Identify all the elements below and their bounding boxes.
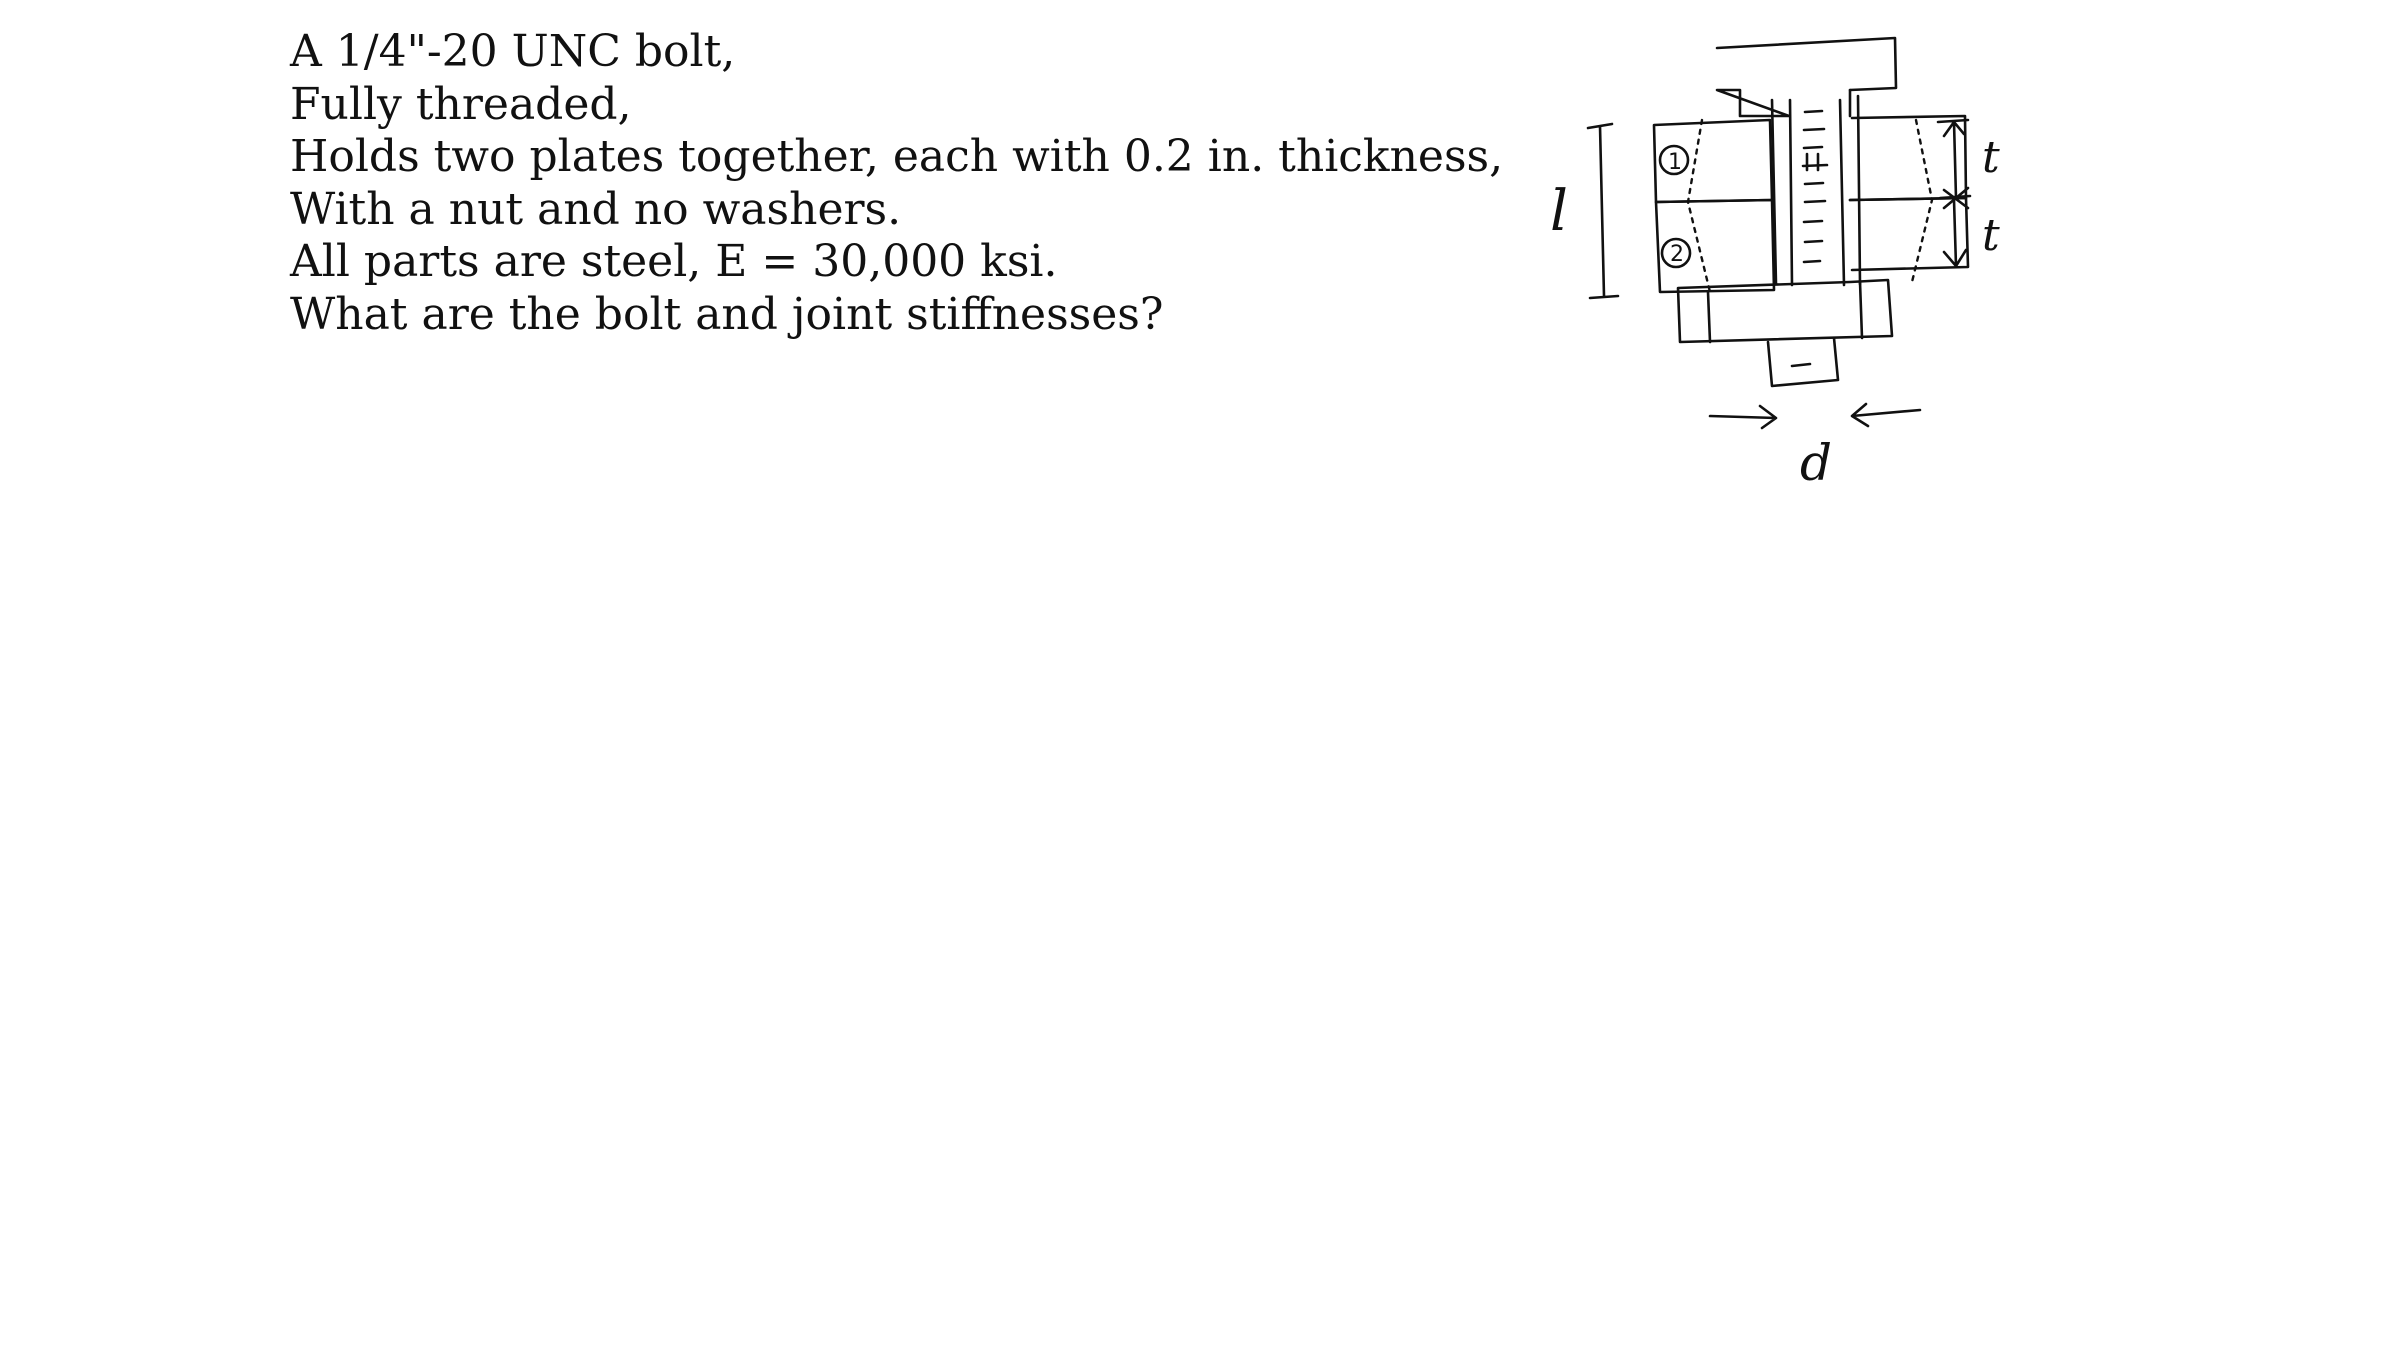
bolted-joint-diagram <box>1500 20 2020 490</box>
pressure-cone-left <box>1688 120 1710 292</box>
bolted-joint-sketch <box>1500 20 2020 490</box>
thickness-label-bottom: t <box>1982 210 2000 261</box>
thickness-dimension-top <box>1938 120 1968 198</box>
thickness-label-top: t <box>1982 132 2000 183</box>
grip-length-bracket <box>1588 124 1618 298</box>
bolt-tail <box>1768 338 1838 386</box>
plate-1-label: 1 <box>1668 150 1682 175</box>
bolt-head <box>1717 38 1896 116</box>
problem-line-4: With a nut and no washers. <box>290 183 902 235</box>
problem-line-5: All parts are steel, E = 30,000 ksi. <box>290 236 1058 287</box>
nut-inner-left <box>1708 292 1710 342</box>
thread-marks <box>1803 111 1827 262</box>
plate-2-label: 2 <box>1670 242 1684 267</box>
nut-inner-right <box>1860 282 1862 338</box>
bolt-tail-thread <box>1792 364 1810 366</box>
diameter-arrow-right <box>1852 404 1920 426</box>
problem-line-3: Holds two plates together, each with 0.2 in. thickness, <box>290 131 1504 182</box>
problem-line-2: Fully threaded, <box>290 78 632 130</box>
bolt-shank <box>1772 96 1860 285</box>
diameter-label: d <box>1800 434 1833 492</box>
pressure-cone-right <box>1912 120 1932 282</box>
problem-statement <box>290 26 1503 341</box>
diameter-arrow-left <box>1710 406 1776 428</box>
problem-line-1: A 1/4"-20 UNC bolt, <box>290 26 736 77</box>
problem-line-6: What are the bolt and joint stiffnesses? <box>290 288 1164 340</box>
grip-length-label: l <box>1550 179 1568 244</box>
